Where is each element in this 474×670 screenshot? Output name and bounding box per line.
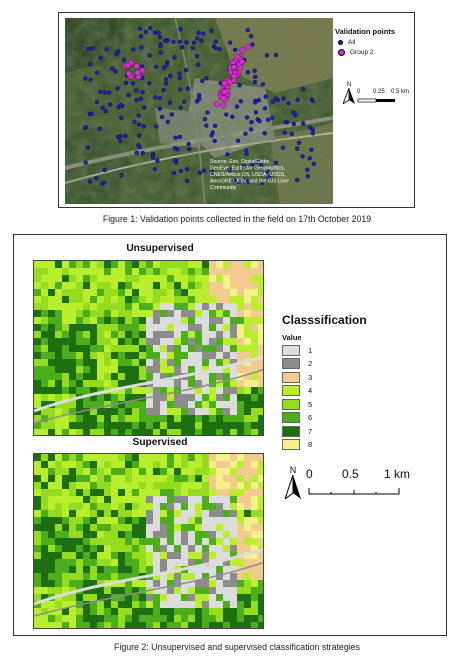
- class-row-5: [282, 399, 422, 410]
- validation-point: [195, 36, 199, 40]
- validation-point: [271, 100, 275, 104]
- class-label: 4: [308, 386, 313, 395]
- validation-point: [103, 168, 107, 172]
- class-swatch: [282, 385, 300, 396]
- class-swatch: [282, 426, 300, 437]
- validation-point: [195, 54, 199, 58]
- validation-point: [261, 82, 265, 86]
- validation-point: [137, 123, 141, 127]
- validation-point: [95, 176, 99, 180]
- validation-point: [119, 116, 123, 120]
- validation-point: [89, 78, 93, 82]
- validation-point: [213, 124, 217, 128]
- validation-point: [159, 42, 163, 46]
- scale-bar: [304, 467, 416, 503]
- validation-point: [155, 159, 159, 163]
- class-label: 6: [308, 413, 313, 422]
- validation-point: [311, 99, 315, 103]
- class-swatch: [282, 412, 300, 423]
- scale-label-05: 0.5: [342, 467, 359, 481]
- class-row-6: [282, 412, 422, 423]
- validation-point: [122, 58, 126, 62]
- validation-point: [119, 103, 123, 107]
- validation-point: [178, 72, 182, 76]
- legend-item-group2: [335, 49, 413, 56]
- validation-point: [274, 96, 278, 100]
- validation-point: [153, 31, 157, 35]
- validation-point: [162, 88, 166, 92]
- validation-point: [142, 124, 146, 128]
- validation-point: [131, 81, 135, 85]
- validation-point: [131, 47, 135, 51]
- validation-point: [84, 161, 88, 165]
- validation-point: [98, 90, 102, 94]
- validation-point: [158, 107, 162, 111]
- validation-point: [139, 34, 143, 38]
- validation-point: [274, 161, 278, 165]
- group2-point: [221, 95, 227, 101]
- validation-point: [200, 79, 204, 83]
- scale-bar: [357, 89, 417, 109]
- validation-point: [213, 46, 217, 50]
- validation-point: [141, 90, 145, 94]
- validation-point: [154, 125, 158, 129]
- figure1-caption: Figure 1: Validation points collected in the field on 17th October 2019: [102, 214, 372, 224]
- group2-point: [222, 89, 228, 95]
- satellite-map: [65, 18, 333, 204]
- north-arrow-icon: [285, 475, 301, 499]
- group2-point: [234, 54, 240, 60]
- validation-point: [309, 148, 313, 152]
- figure1-legend: [335, 27, 413, 147]
- validation-point: [102, 181, 106, 185]
- class-label: 7: [308, 426, 313, 436]
- group2-point: [135, 70, 141, 76]
- validation-point: [107, 91, 111, 95]
- validation-point: [200, 39, 204, 43]
- scale-label-0: 0: [306, 467, 313, 481]
- class-row-8: [282, 439, 422, 450]
- validation-point: [185, 40, 189, 44]
- validation-point: [164, 39, 168, 43]
- validation-point: [281, 146, 285, 150]
- validation-point: [284, 120, 288, 124]
- class-swatch: [282, 372, 300, 383]
- validation-point: [239, 99, 243, 103]
- validation-point: [153, 95, 157, 99]
- validation-point: [104, 109, 108, 113]
- validation-point: [158, 96, 162, 100]
- validation-point: [263, 131, 267, 135]
- validation-point: [233, 48, 237, 52]
- validation-point: [98, 127, 102, 131]
- figure1-frame: [58, 12, 415, 208]
- map-attribution: Source: Esri, DigitalGlobe, GeoEye, Earthstar Geographics, CNES/Airbus DS, USDA, USGS, AeroGRID, IGN, and the GIS User Community: [210, 159, 289, 191]
- validation-point: [206, 111, 210, 115]
- north-label: N: [346, 82, 352, 88]
- validation-point: [90, 112, 94, 116]
- validation-point: [139, 97, 143, 101]
- validation-point: [168, 74, 172, 78]
- validation-point: [301, 121, 305, 125]
- validation-point: [265, 53, 269, 57]
- validation-point: [251, 43, 255, 47]
- validation-point: [306, 174, 310, 178]
- validation-point: [173, 146, 177, 150]
- validation-point: [301, 154, 305, 158]
- validation-point: [301, 87, 305, 91]
- supervised-classification-raster: [34, 454, 264, 629]
- validation-point: [185, 179, 189, 183]
- validation-point: [244, 132, 248, 136]
- group2-point: [222, 80, 228, 86]
- figure2-frame: [13, 234, 447, 636]
- validation-point: [86, 47, 90, 51]
- validation-point: [214, 40, 218, 44]
- validation-point: [282, 97, 286, 101]
- validation-point: [192, 41, 196, 45]
- validation-point: [127, 93, 131, 97]
- north-arrow: [282, 465, 304, 501]
- validation-point: [249, 127, 253, 131]
- validation-point: [124, 81, 128, 85]
- validation-point: [204, 124, 208, 128]
- validation-point: [245, 115, 249, 119]
- validation-point: [135, 98, 139, 102]
- validation-point: [198, 171, 202, 175]
- validation-point: [178, 87, 182, 91]
- validation-point: [184, 68, 188, 72]
- validation-point: [203, 117, 207, 121]
- validation-point: [174, 136, 178, 140]
- validation-point: [308, 156, 312, 160]
- validation-point: [154, 65, 158, 69]
- legend-label-all: All: [348, 39, 356, 46]
- scale-label-05: 0.5 km: [391, 89, 410, 95]
- validation-point: [116, 135, 120, 139]
- validation-point: [253, 100, 257, 104]
- validation-point: [148, 26, 152, 30]
- classification-legend-title: Classsification: [282, 313, 367, 327]
- validation-point: [144, 30, 148, 34]
- scale-label-0: 0: [357, 89, 361, 95]
- validation-point: [173, 55, 177, 59]
- validation-point: [95, 71, 99, 75]
- validation-point: [180, 45, 184, 49]
- validation-point: [86, 145, 90, 149]
- validation-point: [246, 70, 250, 74]
- validation-point: [187, 142, 191, 146]
- validation-point: [187, 147, 191, 151]
- group2-point: [240, 47, 246, 53]
- validation-point: [137, 134, 141, 138]
- class-label: 1: [308, 345, 313, 355]
- validation-point: [84, 125, 88, 129]
- class-swatch: [282, 358, 300, 369]
- validation-point: [148, 53, 152, 57]
- validation-point: [297, 141, 301, 145]
- validation-point: [283, 131, 287, 135]
- validation-point: [230, 115, 234, 119]
- group2-point: [221, 103, 227, 109]
- validation-point: [225, 152, 229, 156]
- validation-point: [202, 169, 206, 173]
- validation-point: [191, 46, 195, 50]
- class-swatch: [282, 399, 300, 410]
- scale-label-1km: 1 km: [384, 467, 411, 481]
- validation-point: [134, 88, 138, 92]
- north-arrow: [341, 82, 357, 106]
- class-row-3: [282, 372, 422, 383]
- validation-point: [264, 95, 268, 99]
- class-label: 2: [308, 359, 313, 368]
- validation-point: [110, 67, 114, 71]
- validation-point: [171, 40, 175, 44]
- group2-point: [125, 63, 131, 69]
- validation-point: [101, 106, 105, 110]
- validation-point: [116, 50, 120, 54]
- validation-point: [197, 97, 201, 101]
- unsupervised-title: Unsupervised: [126, 243, 194, 254]
- validation-point: [172, 171, 176, 175]
- group2-point: [231, 73, 237, 79]
- validation-point: [164, 82, 168, 86]
- legend-item-all: [335, 39, 413, 46]
- validation-point: [160, 115, 164, 119]
- validation-point: [137, 114, 141, 118]
- legend-title: Validation points: [335, 27, 396, 36]
- class-swatch: [282, 345, 300, 356]
- class-label: 3: [308, 372, 313, 382]
- validation-point: [179, 169, 183, 173]
- legend-value-label: Value: [282, 333, 302, 342]
- class-label: 5: [308, 399, 313, 409]
- validation-point: [147, 81, 151, 85]
- validation-point: [139, 46, 143, 50]
- validation-point: [116, 86, 120, 90]
- validation-point: [292, 122, 296, 126]
- validation-point: [166, 120, 170, 124]
- validation-point: [295, 178, 299, 182]
- validation-point: [197, 31, 201, 35]
- group2-point: [246, 44, 252, 50]
- validation-point: [290, 132, 294, 136]
- scale-bar-graphic: [357, 98, 413, 104]
- validation-point: [142, 106, 146, 110]
- validation-point: [153, 167, 157, 171]
- validation-point: [196, 63, 200, 67]
- validation-point: [157, 31, 161, 35]
- legend-label-group2: Group 2: [350, 49, 374, 56]
- validation-point: [305, 168, 309, 172]
- validation-point: [178, 135, 182, 139]
- validation-point: [141, 151, 145, 155]
- validation-point: [123, 134, 127, 138]
- validation-point: [224, 113, 228, 117]
- validation-point: [244, 149, 248, 153]
- validation-point: [136, 143, 140, 147]
- validation-point: [296, 98, 300, 102]
- validation-point: [201, 32, 205, 36]
- validation-point: [170, 112, 174, 116]
- validation-point: [135, 151, 139, 155]
- validation-point: [178, 27, 182, 31]
- validation-point: [151, 156, 155, 160]
- scale-label-025: 0.25: [373, 89, 385, 95]
- validation-point: [99, 56, 103, 60]
- validation-point: [88, 180, 92, 184]
- validation-point: [178, 76, 182, 80]
- validation-point: [174, 161, 178, 165]
- group2-point: [126, 71, 132, 77]
- validation-point: [250, 120, 254, 124]
- validation-point: [270, 116, 274, 120]
- validation-point: [105, 47, 109, 51]
- satellite-imagery: [65, 18, 333, 204]
- class-row-7: [282, 426, 422, 437]
- classification-legend: [282, 313, 422, 450]
- validation-point: [308, 126, 312, 130]
- validation-point: [253, 80, 257, 84]
- validation-point: [235, 105, 239, 109]
- validation-point: [119, 139, 123, 143]
- group2-point: [214, 101, 220, 107]
- validation-point: [228, 41, 232, 45]
- validation-point: [185, 167, 189, 171]
- validation-point: [254, 110, 258, 114]
- validation-point: [266, 118, 270, 122]
- validation-point: [168, 101, 172, 105]
- group2-point: [239, 59, 245, 65]
- validation-point: [209, 29, 213, 33]
- validation-point: [293, 113, 297, 117]
- validation-point: [197, 93, 201, 97]
- validation-point: [236, 139, 240, 143]
- validation-point: [83, 77, 87, 81]
- group2-points-icon: [338, 49, 345, 56]
- north-arrow-icon: [343, 88, 355, 104]
- unsupervised-map: [33, 260, 264, 436]
- validation-point: [218, 47, 222, 51]
- validation-point: [179, 106, 183, 110]
- validation-point: [108, 103, 112, 107]
- class-swatch: [282, 439, 300, 450]
- all-points-icon: [338, 40, 343, 45]
- validation-point: [249, 34, 253, 38]
- validation-point: [103, 91, 107, 95]
- validation-point: [88, 62, 92, 66]
- class-row-2: [282, 358, 422, 369]
- north-label: N: [289, 465, 297, 475]
- group2-point: [231, 64, 237, 70]
- class-row-4: [282, 385, 422, 396]
- validation-point: [159, 51, 163, 55]
- supervised-title: Supervised: [132, 437, 188, 448]
- unsupervised-classification-raster: [34, 261, 264, 436]
- group2-point: [134, 63, 140, 69]
- class-row-1: [282, 345, 422, 356]
- validation-point: [138, 27, 142, 31]
- validation-point: [246, 28, 250, 32]
- validation-point: [186, 87, 190, 91]
- validation-point: [295, 147, 299, 151]
- validation-point: [263, 106, 267, 110]
- validation-point: [286, 101, 290, 105]
- validation-point: [133, 120, 137, 124]
- validation-point: [253, 69, 257, 73]
- validation-point: [158, 35, 162, 39]
- validation-point: [164, 77, 168, 81]
- supervised-map: [33, 453, 264, 629]
- validation-point: [204, 76, 208, 80]
- validation-point: [162, 66, 166, 70]
- validation-point: [258, 119, 262, 123]
- class-label: 8: [308, 440, 313, 449]
- scale-bar-graphic: [304, 487, 408, 497]
- validation-point: [312, 162, 316, 166]
- figure2-caption: Figure 2: Unsupervised and supervised classification strategies: [114, 642, 360, 652]
- validation-point: [178, 40, 182, 44]
- validation-point: [274, 53, 278, 57]
- validation-point: [311, 131, 315, 135]
- validation-point: [120, 173, 124, 177]
- validation-point: [213, 139, 217, 143]
- validation-point: [95, 100, 99, 104]
- validation-point: [211, 130, 215, 134]
- validation-point: [90, 46, 94, 50]
- validation-point: [238, 83, 242, 87]
- validation-point: [253, 75, 257, 79]
- validation-point: [182, 100, 186, 104]
